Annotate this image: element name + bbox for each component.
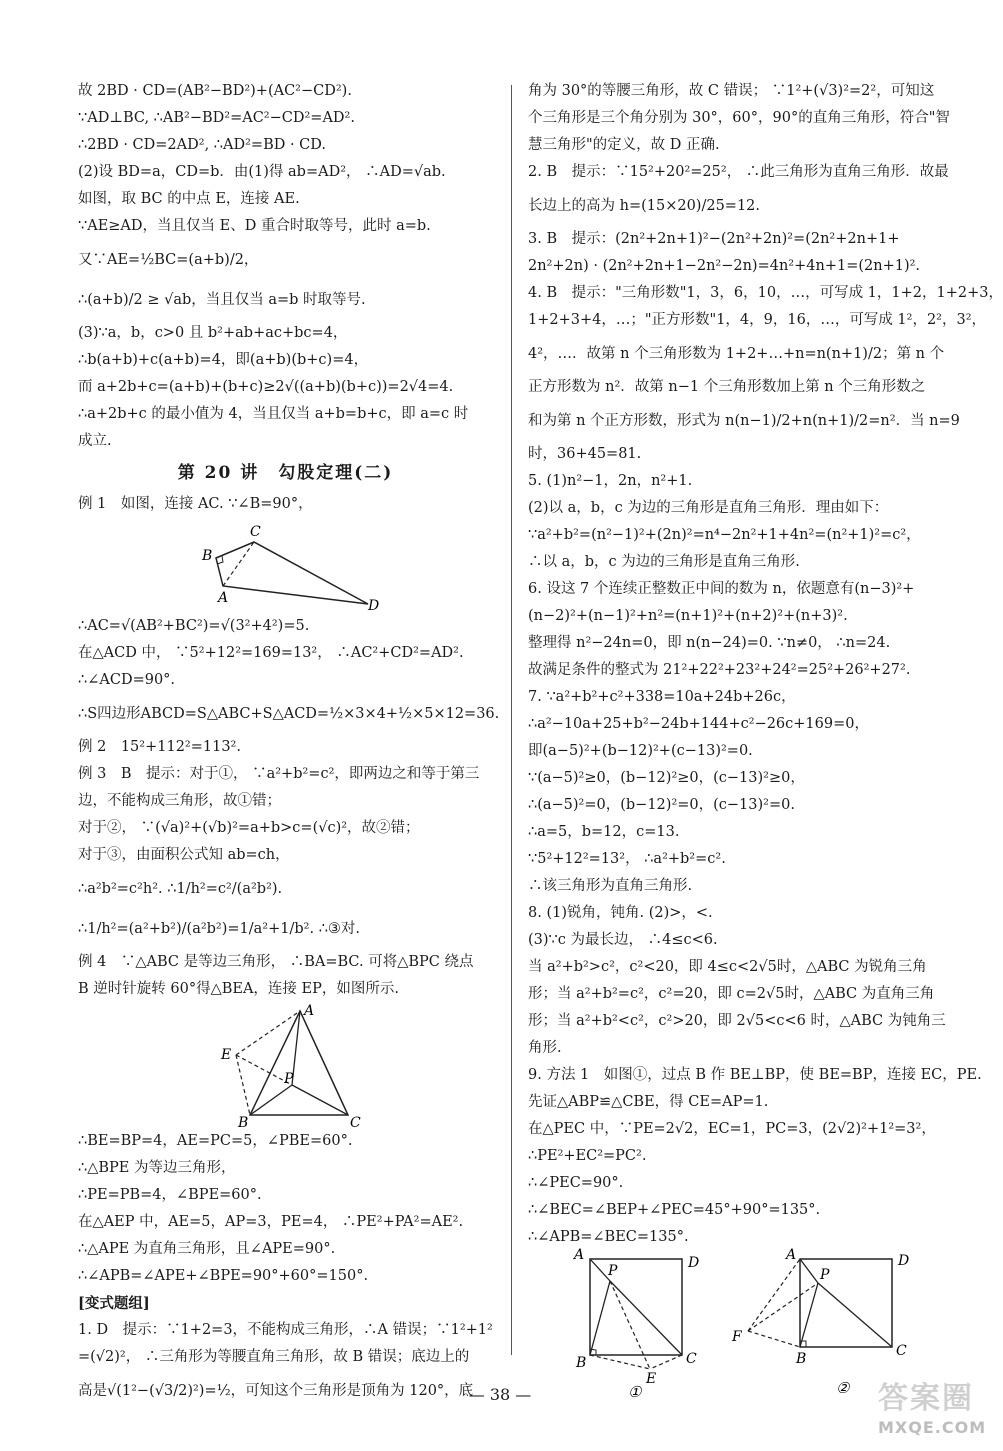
text-line: 对于②， ∵(√a)²+(√b)²=a+b>c=(√c)²，故②错； (78, 820, 420, 836)
text-line: B 逆时针旋转 60°得△BEA，连接 EP，如图所示. (78, 981, 399, 997)
text-line: ∴∠ACD=90°. (78, 672, 176, 688)
column-divider (511, 85, 512, 1355)
text-line: 对于③，由面积公式知 ab=ch， (78, 847, 290, 863)
figure-caption: ② (836, 1379, 850, 1397)
watermark-url: MXQE.COM (878, 1418, 987, 1437)
text-line: 4²，…．故第 n 个三角形数为 1+2+…+n=n(n+1)/2；第 n 个 (528, 346, 945, 362)
figure-caption: ① (628, 1383, 642, 1401)
text-line: ∴以 a，b，c 为边的三角形是直角三角形. (528, 554, 800, 570)
watermark-text: 答案圈 (878, 1381, 974, 1416)
text-line: ∴a=5，b=12，c=13. (528, 824, 680, 840)
label-a: A (574, 1247, 585, 1263)
text-line: 个三角形是三个角分别为 30°，60°，90°的直角三角形，符合"智 (528, 110, 950, 126)
text-line: 3. B 提示：(2n²+2n+1)²−(2n²+2n)²=(2n²+2n+1+ (528, 231, 900, 247)
figure-quadrilateral (78, 518, 493, 613)
text-line: ∴1/h²=(a²+b²)/(a²b²)=1/a²+1/b². ∴③对. (78, 921, 361, 937)
example-1: 例 1 如图，连接 AC. ∵∠B=90°， (78, 496, 313, 512)
text-line: (3)∵a，b，c>0 且 b²+ab+ac+bc=4， (78, 325, 348, 341)
label-b: B (796, 1351, 807, 1367)
label-d: D (368, 598, 380, 614)
label-d: D (898, 1253, 910, 1269)
text-line: 先证△ABP≌△CBE，得 CE=AP=1. (528, 1094, 769, 1110)
text-line: 角形. (528, 1040, 562, 1056)
label-c: C (686, 1351, 697, 1367)
text-line: 慧三角形"的定义，故 D 正确. (528, 137, 720, 153)
label-e: E (646, 1371, 657, 1387)
text-line: 故 2BD · CD=(AB²−BD²)+(AC²−CD²). (78, 83, 352, 99)
text-line: ∵AD⊥BC, ∴AB²−BD²=AC²−CD²=AD². (78, 110, 355, 126)
variant-group-heading: [变式题组] (78, 1295, 150, 1312)
text-line: 9. 方法 1 如图①，过点 B 作 BE⊥BP，使 BE=BP，连接 EC，PE. (528, 1067, 982, 1083)
text-line: ∴(a−5)²=0，(b−12)²=0，(c−13)²=0. (528, 797, 795, 813)
text-line: ∵AE≥AD，当且仅当 E、D 重合时取等号，此时 a=b. (78, 218, 431, 234)
text-line: ∵(a−5)²≥0，(b−12)²≥0，(c−13)²≥0， (528, 770, 805, 786)
text-line: ∴AC=√(AB²+BC²)=√(3²+4²)=5. (78, 618, 310, 634)
text-line: ∴S四边形ABCD=S△ABC+S△ACD=½×3×4+½×5×12=36. (78, 706, 500, 722)
text-line: ∴△BPE 为等边三角形， (78, 1160, 236, 1176)
text-line: ∵a²+b²=(n²−1)²+(2n)²=n⁴−2n²+1+4n²=(n²+1)²=c²， (528, 527, 921, 543)
text-line: (2)设 BD=a，CD=b．由(1)得 ab=AD²， ∴AD=√ab. (78, 164, 446, 180)
text-line: ∴PE=PB=4，∠BPE=60°. (78, 1187, 262, 1203)
section-heading: 第 20 讲 勾股定理(二) (177, 463, 394, 483)
label-c: C (896, 1343, 907, 1359)
text-line: =(√2)²， ∴三角形为等腰直角三角形，故 B 错误；底边上的 (78, 1349, 470, 1365)
label-p: P (608, 1263, 618, 1279)
text-line: 整理得 n²−24n=0，即 n(n−24)=0. ∵n≠0， ∴n=24. (528, 635, 891, 651)
text-line: ∴该三角形为直角三角形. (528, 878, 693, 894)
text-line: (n−2)²+(n−1)²+n²=(n+1)²+(n+2)²+(n+3)². (528, 608, 848, 624)
text-line: 角为 30°的等腰三角形，故 C 错误； ∵1²+(√3)²=2²，可知这 (528, 83, 935, 99)
text-line: 5. (1)n²−1，2n，n²+1. (528, 473, 693, 489)
label-b: B (238, 1115, 249, 1131)
label-d: D (688, 1255, 700, 1271)
text-line: 边，不能构成三角形，故①错； (78, 793, 281, 809)
text-line: 又∵AE=½BC=(a+b)/2， (78, 252, 259, 268)
label-a: A (304, 1003, 315, 1019)
text-line: ∴(a+b)/2 ≥ √ab，当且仅当 a=b 时取等号. (78, 292, 366, 308)
text-line: 在△PEC 中，∵PE=2√2，EC=1，PC=3，(2√2)²+1²=3²， (528, 1121, 936, 1137)
text-line: (2)以 a，b，c 为边的三角形是直角三角形．理由如下： (528, 500, 889, 516)
text-line: 长边上的高为 h=(15×20)/25=12. (528, 198, 761, 214)
text-line: ∴∠APB=∠APE+∠BPE=90°+60°=150°. (78, 1268, 369, 1284)
text-line: 例 3 B 提示：对于①， ∵a²+b²=c²，即两边之和等于第三 (78, 766, 480, 782)
text-line: 在△AEP 中，AE=5，AP=3，PE=4， ∴PE²+PA²=AE². (78, 1214, 464, 1230)
text-line: 例 2 15²+112²=113². (78, 739, 241, 755)
text-line: 如图，取 BC 的中点 E，连接 AE. (78, 191, 300, 207)
text-line: 形；当 a²+b²=c²，c²=20，即 c=2√5时，△ABC 为直角三角 (528, 986, 935, 1002)
label-f: F (732, 1329, 742, 1345)
text-line: 例 4 ∵△ABC 是等边三角形， ∴BA=BC. 可将△BPC 绕点 (78, 954, 474, 970)
text-line: ∴BE=BP=4，AE=PC=5，∠PBE=60°. (78, 1133, 353, 1149)
quadrilateral-diagram (78, 518, 493, 613)
text-line: ∴∠PEC=90°. (528, 1175, 624, 1191)
text-line: 时，36+45=81. (528, 446, 642, 462)
label-p: P (284, 1071, 294, 1087)
page-number: — 38 — (468, 1385, 532, 1404)
text-line: 1. D 提示：∵1+2=3，不能构成三角形，∴A 错误；∵1²+1² (78, 1322, 493, 1338)
text-line: (3)∵c 为最长边， ∴4≤c<6. (528, 932, 718, 948)
text-line: 正方形数为 n²．故第 n−1 个三角形数加上第 n 个三角形数之 (528, 379, 926, 395)
text-line: 和为第 n 个正方形数，形式为 n(n−1)/2+n(n+1)/2=n²．当 n=9 (528, 413, 960, 429)
text-line: 当 a²+b²>c²，c²<20，即 4≤c<2√5时，△ABC 为锐角三角 (528, 959, 927, 975)
text-line: 故满足条件的整式为 21²+22²+23²+24²=25²+26²+27². (528, 662, 911, 678)
text-line: 而 a+2b+c=(a+b)+(b+c)≥2√((a+b)(b+c))=2√4=4. (78, 379, 454, 395)
text-line: 8. (1)锐角，钝角. (2)>，<. (528, 905, 713, 921)
text-line: 成立. (78, 433, 112, 449)
label-c: C (250, 524, 261, 540)
text-line: 高是√(1²−(√3/2)²)=½，可知这个三角形是顶角为 120°，底 (78, 1383, 474, 1399)
text-line: ∵5²+12²=13²， ∴a²+b²=c². (528, 851, 726, 867)
label-a: A (218, 590, 229, 606)
text-line: ∴△APE 为直角三角形，且∠APE=90°. (78, 1241, 336, 1257)
label-p: P (820, 1267, 830, 1283)
text-line: ∴b(a+b)+c(a+b)=4，即(a+b)(b+c)=4， (78, 352, 369, 368)
text-line: ∴a²−10a+25+b²−24b+144+c²−26c+169=0， (528, 716, 869, 732)
text-line: 在△ACD 中， ∵5²+12²=169=13²， ∴AC²+CD²=AD². (78, 645, 464, 661)
text-line: 2n²+2n) · (2n²+2n+1−2n²−2n)=4n²+4n+1=(2n+1)². (528, 258, 921, 274)
text-line: 形；当 a²+b²<c²，c²>20，即 2√5<c<6 时，△ABC 为钝角三 (528, 1013, 946, 1029)
label-b: B (202, 548, 213, 564)
figure-squares (528, 1247, 948, 1401)
text-line: ∴a+2b+c 的最小值为 4，当且仅当 a+b=b+c，即 a=c 时 (78, 406, 469, 422)
label-a: A (786, 1247, 797, 1263)
text-line: ∴∠APB=∠BEC=135°. (528, 1229, 689, 1245)
label-e: E (221, 1047, 232, 1063)
text-line: ∴PE²+EC²=PC². (528, 1148, 647, 1164)
text-line: ∴∠BEC=∠BEP+∠PEC=45°+90°=135°. (528, 1202, 821, 1218)
equilateral-diagram (78, 1003, 493, 1131)
text-line: ∴a²b²=c²h². ∴1/h²=c²/(a²b²). (78, 881, 283, 897)
label-b: B (576, 1355, 587, 1371)
text-line: 2. B 提示：∵15²+20²=25²， ∴此三角形为直角三角形．故最 (528, 164, 949, 180)
text-line: 4. B 提示："三角形数"1，3，6，10，…，可写成 1，1+2，1+2+3， (528, 285, 1003, 301)
text-line: 6. 设这 7 个连续正整数正中间的数为 n，依题意有(n−3)²+ (528, 581, 915, 597)
text-line: 1+2+3+4，…；"正方形数"1，4，9，16，…，可写成 1²，2²，3²， (528, 312, 987, 328)
watermark-logo (878, 1380, 988, 1445)
figure-equilateral (78, 1003, 493, 1131)
text-line: 即(a−5)²+(b−12)²+(c−13)²=0. (528, 743, 753, 759)
text-line: ∴2BD · CD=2AD², ∴AD²=BD · CD. (78, 137, 326, 153)
text-line: 7. ∵a²+b²+c²+338=10a+24b+26c， (528, 689, 796, 705)
label-c: C (350, 1115, 361, 1131)
square-diagrams (528, 1247, 948, 1401)
